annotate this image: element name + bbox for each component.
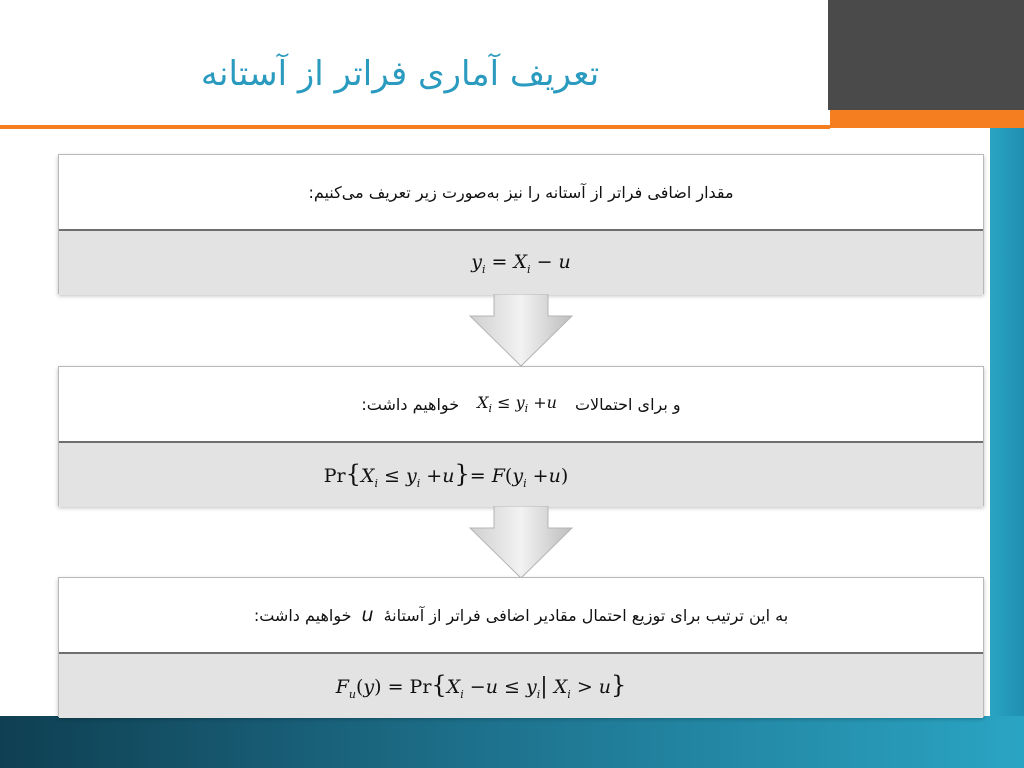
step-2-text-after: خواهیم داشت: — [361, 394, 460, 414]
step-2-inline-math: $X_i \le y_i +u$ — [477, 392, 557, 416]
step-3-text-before: به این ترتیب برای توزیع احتمال مقادیر اضافی فراتر از آستانهٔ — [383, 605, 789, 625]
bottom-gradient-bar — [0, 716, 1024, 768]
step-box-1 — [58, 154, 984, 294]
formula-yi-definition: $y_i = X_i - u$ — [471, 250, 571, 276]
right-teal-bar — [990, 128, 1024, 768]
orange-divider-line — [0, 125, 830, 129]
formula-pr-cdf: $Pr\{X_i \le y_i +u\}= F(y_i +u)$ — [323, 460, 569, 490]
step-2-text-before: و برای احتمالات — [574, 394, 681, 414]
step-2-text — [59, 367, 983, 441]
down-arrow-icon — [466, 294, 576, 368]
step-2-formula — [59, 441, 983, 507]
step-1-text: مقدار اضافی فراتر از آستانه را نیز به‌صورت زیر تعریف می‌کنیم: — [308, 182, 734, 202]
step-1-formula — [59, 229, 983, 295]
step-3-inline-symbol: u — [361, 604, 374, 626]
step-box-2 — [58, 366, 984, 506]
corner-dark-block — [828, 0, 1024, 110]
formula-excess-distribution: $F_u(y) = Pr\{X_i -u \le y_i|$ $X_i > u$} — [335, 671, 627, 701]
step-3-text — [59, 578, 983, 652]
down-arrow-icon — [466, 506, 576, 580]
step-box-3 — [58, 577, 984, 717]
orange-accent-block — [830, 110, 1024, 128]
step-3-text-after: خواهیم داشت: — [253, 605, 352, 625]
slide-title: تعریف آماری فراتر از آستانه — [200, 54, 600, 94]
step-3-formula — [59, 652, 983, 718]
